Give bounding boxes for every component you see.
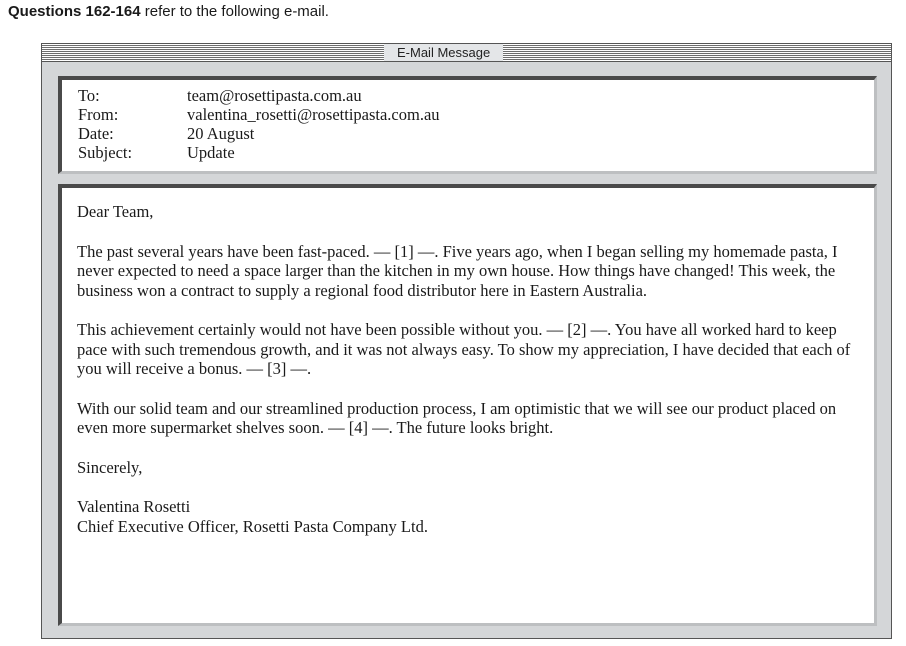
paragraph-1: The past several years have been fast-paced. — [1] —. Five years ago, when I began selling my homemade pasta, I never expected to need a space larger than the kitchen in my own house. How things have changed! This week, the business won a contract to supply a regional food distributor here in Eastern Australia. bbox=[77, 241, 838, 300]
subject-row bbox=[78, 143, 235, 163]
subject-value: Update bbox=[187, 143, 235, 162]
window-title: E-Mail Message bbox=[384, 44, 503, 61]
to-value: team@rosettipasta.com.au bbox=[187, 86, 362, 105]
question-instruction bbox=[8, 3, 329, 20]
email-window bbox=[41, 43, 892, 639]
greeting: Dear Team, bbox=[77, 202, 154, 221]
date-value: 20 August bbox=[187, 124, 255, 143]
to-row bbox=[78, 86, 362, 106]
email-body bbox=[58, 184, 877, 626]
date-label: Date: bbox=[78, 124, 114, 143]
from-label: From: bbox=[78, 105, 119, 124]
question-range: Questions 162-164 bbox=[8, 3, 141, 20]
question-text: refer to the following e-mail. bbox=[140, 3, 329, 20]
signature-name: Valentina Rosetti bbox=[77, 497, 191, 516]
from-row bbox=[78, 105, 440, 125]
to-label: To: bbox=[78, 86, 100, 105]
email-header bbox=[58, 76, 877, 174]
date-row bbox=[78, 124, 254, 144]
signature-title: Chief Executive Officer, Rosetti Pasta Company Ltd. bbox=[77, 516, 428, 536]
subject-label: Subject: bbox=[78, 143, 133, 162]
title-bar bbox=[42, 44, 891, 62]
paragraph-3: With our solid team and our streamlined production process, I am optimistic that we will see our product placed on even more supermarket shelves soon. — [4] —. The future looks bright. bbox=[77, 398, 837, 437]
from-value: valentina_rosetti@rosettipasta.com.au bbox=[187, 105, 440, 124]
closing: Sincerely, bbox=[77, 457, 143, 477]
paragraph-2: This achievement certainly would not have been possible without you. — [2] —. You have all worked hard to keep pace with such tremendous growth, and it was not always easy. To show my appreciation, I have decided that each of you will receive a bonus. — [3] —. bbox=[77, 320, 851, 378]
message-text bbox=[77, 202, 867, 536]
